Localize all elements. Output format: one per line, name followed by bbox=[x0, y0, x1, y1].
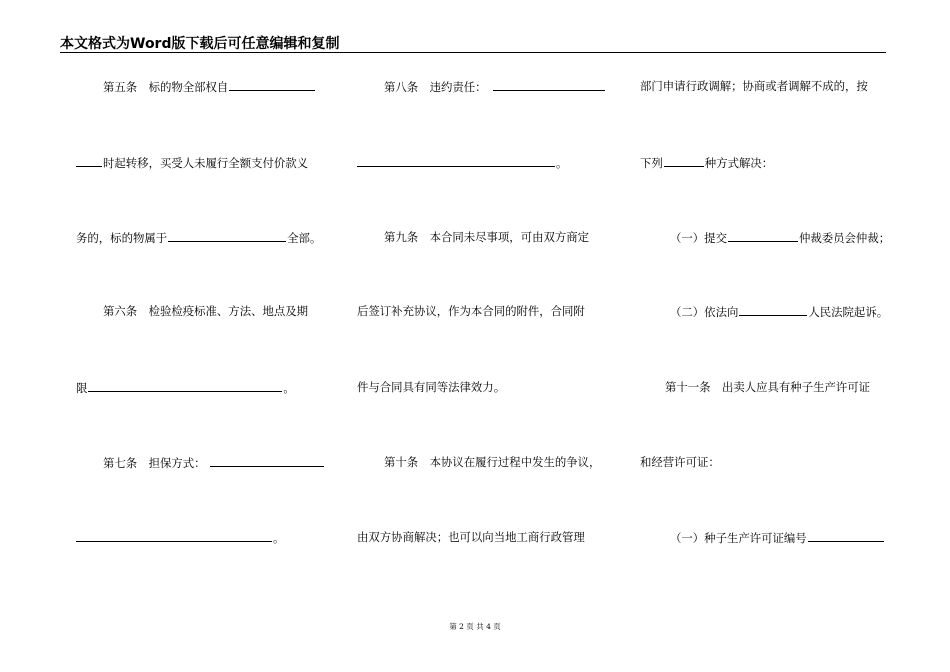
clause-5-text: 第五条 标的物全部权自 bbox=[103, 80, 229, 94]
clause-10-text: 第十条 本协议在履行过程中发生的争议， bbox=[384, 455, 601, 469]
left-line-3 bbox=[76, 230, 321, 245]
document-header-title: 本文格式为Word版下载后可任意编辑和复制 bbox=[60, 36, 340, 52]
option-1-label: （一）提交 bbox=[670, 231, 727, 245]
page-number-footer: 第 2 页 共 4 页 bbox=[449, 622, 501, 631]
clause-7-text: 第七条 担保方式： bbox=[103, 456, 206, 470]
clause-9-text: 第九条 本合同未尽事项，可由双方商定 bbox=[384, 230, 590, 244]
option-2-label: （二）依法向 bbox=[670, 305, 739, 319]
clause-11-continued: 和经营许可证： bbox=[640, 455, 720, 469]
middle-line-6 bbox=[384, 455, 600, 469]
clause-7-end: 。 bbox=[273, 531, 285, 545]
header-divider bbox=[60, 52, 886, 53]
clause-10-continued: 由双方协商解决；也可以向当地工商行政管理 bbox=[357, 530, 585, 544]
left-line-7 bbox=[76, 530, 284, 545]
blank-underline bbox=[357, 155, 555, 167]
middle-line-2 bbox=[357, 155, 567, 170]
right-line-5 bbox=[665, 380, 870, 394]
left-line-4 bbox=[103, 304, 308, 318]
middle-line-4 bbox=[357, 304, 585, 318]
clause-11-text: 第十一条 出卖人应具有种子生产许可证 bbox=[665, 380, 871, 394]
right-line-7 bbox=[670, 530, 885, 545]
dispute-methods-end: 种方式解决： bbox=[704, 156, 774, 170]
middle-line-7 bbox=[357, 530, 585, 544]
clause-6-continued: 限 bbox=[76, 381, 88, 395]
option-2-end: 人民法院起诉。 bbox=[808, 305, 889, 319]
option-1-end: 仲裁委员会仲裁； bbox=[798, 231, 891, 245]
blank-underline bbox=[88, 380, 282, 392]
blank-underline bbox=[229, 79, 315, 91]
blank-underline bbox=[728, 230, 798, 242]
license-number-label: （一）种子生产许可证编号 bbox=[670, 531, 807, 545]
clause-6-text: 第六条 检验检疫标准、方法、地点及期 bbox=[103, 304, 309, 318]
blank-underline bbox=[210, 455, 324, 467]
blank-underline bbox=[76, 155, 102, 167]
right-line-4 bbox=[670, 304, 888, 319]
blank-underline bbox=[76, 530, 272, 542]
blank-underline bbox=[664, 155, 704, 167]
left-line-1 bbox=[103, 79, 316, 94]
left-line-6 bbox=[103, 455, 325, 470]
middle-line-1 bbox=[384, 79, 606, 94]
right-line-1 bbox=[640, 79, 868, 93]
blank-underline bbox=[168, 230, 286, 242]
right-line-6 bbox=[640, 455, 720, 469]
right-line-3 bbox=[670, 230, 890, 245]
clause-5-continued: 时起转移，买受人未履行全额支付价款义 bbox=[103, 156, 309, 170]
clause-5-ownership: 务的，标的物属于 bbox=[76, 231, 168, 245]
right-line-2 bbox=[640, 155, 773, 170]
middle-line-5 bbox=[357, 380, 505, 394]
clause-8-end: 。 bbox=[556, 156, 568, 170]
left-line-5 bbox=[76, 380, 295, 395]
clause-9-continued: 后签订补充协议，作为本合同的附件，合同附 bbox=[357, 304, 585, 318]
clause-8-text: 第八条 违约责任： bbox=[384, 80, 487, 94]
blank-underline bbox=[808, 530, 884, 542]
clause-9-end: 件与合同具有同等法律效力。 bbox=[357, 380, 506, 394]
clause-10-mediation: 部门申请行政调解；协商或者调解不成的，按 bbox=[640, 79, 868, 93]
blank-underline bbox=[739, 304, 807, 316]
dispute-methods-intro: 下列 bbox=[640, 156, 663, 170]
middle-line-3 bbox=[384, 230, 589, 244]
blank-underline bbox=[493, 79, 605, 91]
clause-5-end: 全部。 bbox=[287, 231, 322, 245]
clause-6-end: 。 bbox=[283, 381, 295, 395]
left-line-2 bbox=[76, 155, 308, 170]
